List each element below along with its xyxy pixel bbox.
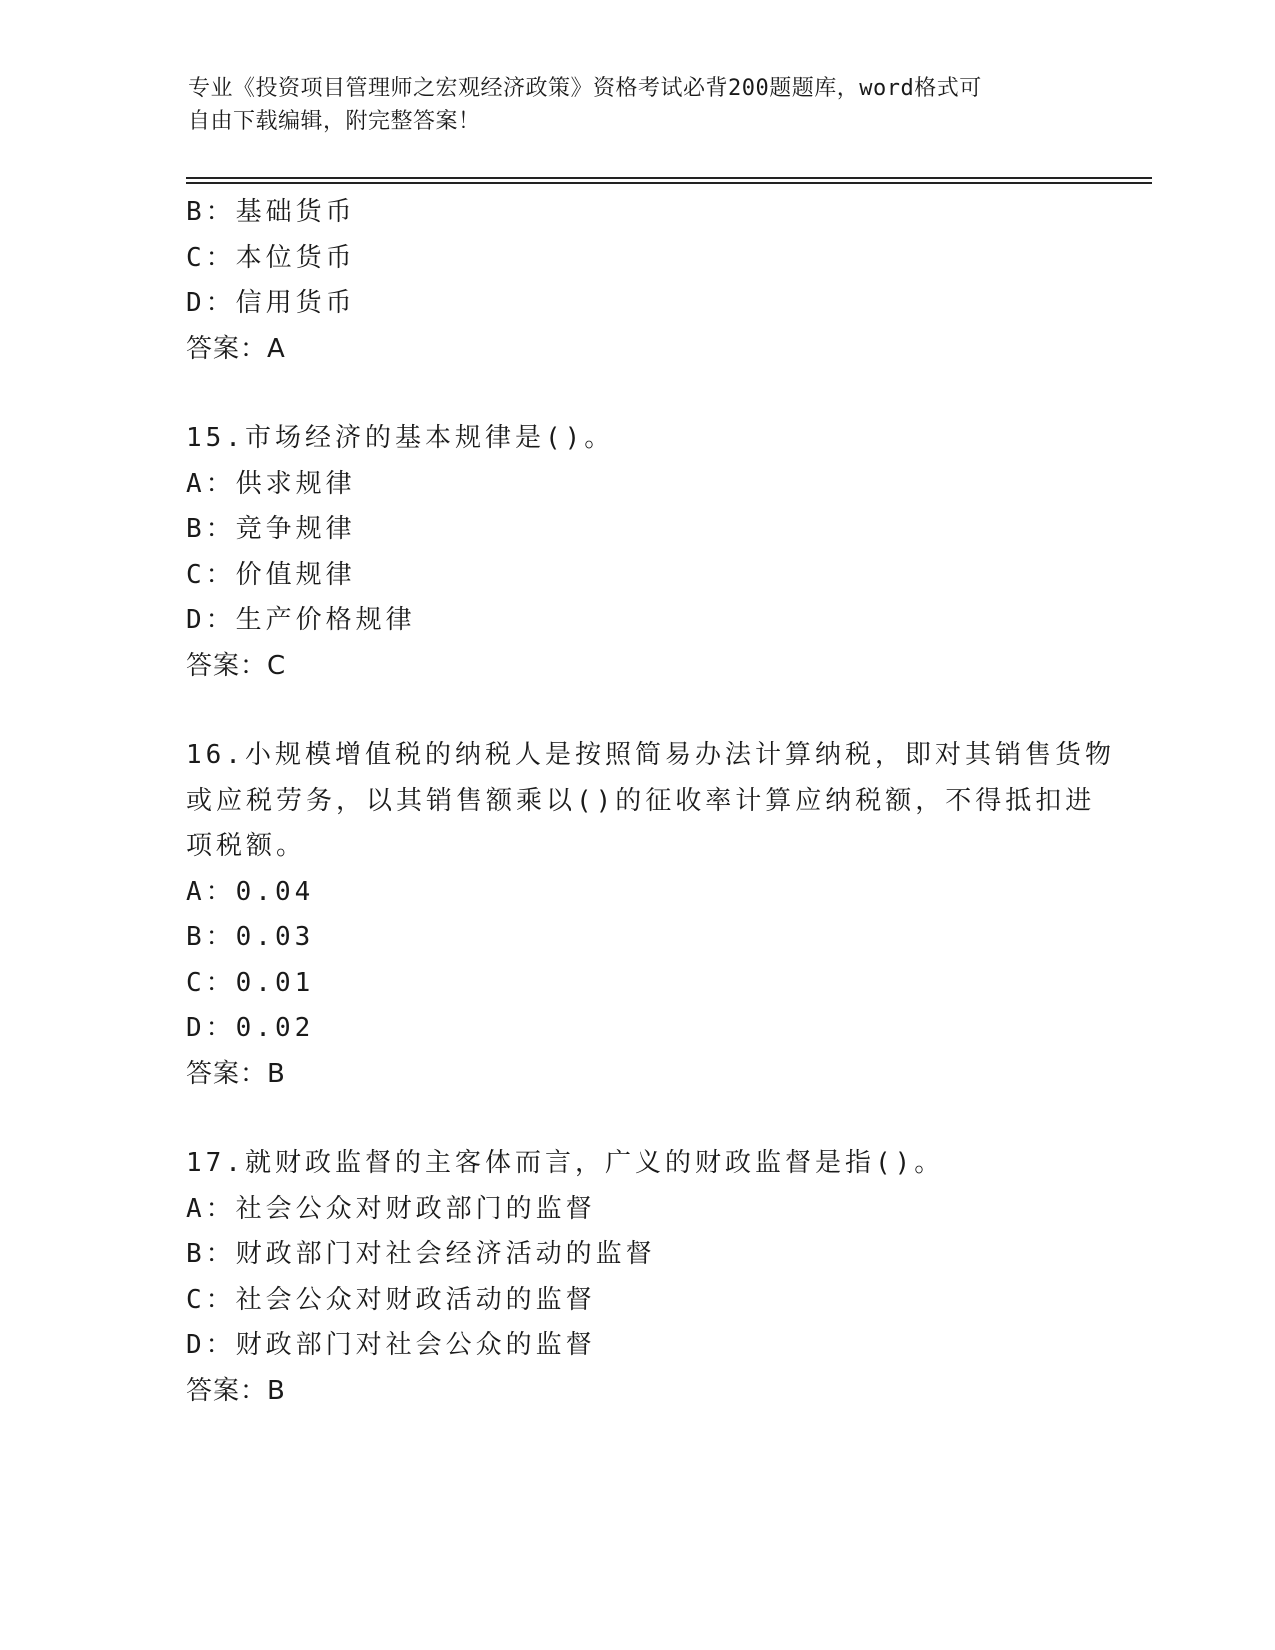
answer: 答案：B	[186, 1058, 286, 1089]
question-16	[186, 733, 1146, 1097]
option-b: B：财政部门对社会经济活动的监督	[186, 1239, 656, 1269]
header-divider-bottom	[186, 182, 1152, 184]
question-content	[186, 190, 1146, 1414]
option-d: D：信用货币	[186, 288, 356, 318]
question-15	[186, 416, 1146, 689]
header-divider-top	[186, 177, 1152, 179]
option-b: B：0.03	[186, 922, 315, 952]
option-c: C：价值规律	[186, 559, 356, 590]
question-stem: 15.市场经济的基本规律是()。	[186, 423, 615, 453]
option-d: D：生产价格规律	[186, 605, 416, 635]
question-stem: 17.就财政监督的主客体而言，广义的财政监督是指()。	[186, 1148, 945, 1178]
question-stem-line-3: 项税额。	[186, 831, 307, 861]
answer: 答案：A	[186, 333, 286, 364]
question-stem-line-2: 或应税劳务，以其销售额乘以()的征收率计算应纳税额，不得抵扣进	[186, 785, 1096, 816]
document-header	[188, 72, 1088, 138]
option-a: A：供求规律	[186, 468, 356, 499]
question-17	[186, 1141, 1146, 1414]
option-b: B：竞争规律	[186, 514, 356, 544]
header-line-1: 专业《投资项目管理师之宏观经济政策》资格考试必背200题题库，word格式可	[188, 76, 982, 101]
option-c: C：社会公众对财政活动的监督	[186, 1284, 596, 1315]
answer: 答案：B	[186, 1375, 286, 1406]
option-c: C：本位货币	[186, 242, 356, 273]
option-c: C：0.01	[186, 967, 315, 998]
option-b: B：基础货币	[186, 197, 356, 227]
question-stem-line-1: 16.小规模增值税的纳税人是按照简易办法计算纳税，即对其销售货物	[186, 740, 1115, 770]
option-a: A：社会公众对财政部门的监督	[186, 1193, 596, 1224]
option-d: D：财政部门对社会公众的监督	[186, 1330, 596, 1360]
header-line-2: 自由下载编辑，附完整答案！	[188, 109, 481, 134]
question-14-tail	[186, 190, 1146, 372]
option-a: A：0.04	[186, 876, 315, 907]
answer: 答案：C	[186, 650, 287, 681]
option-d: D：0.02	[186, 1013, 315, 1043]
